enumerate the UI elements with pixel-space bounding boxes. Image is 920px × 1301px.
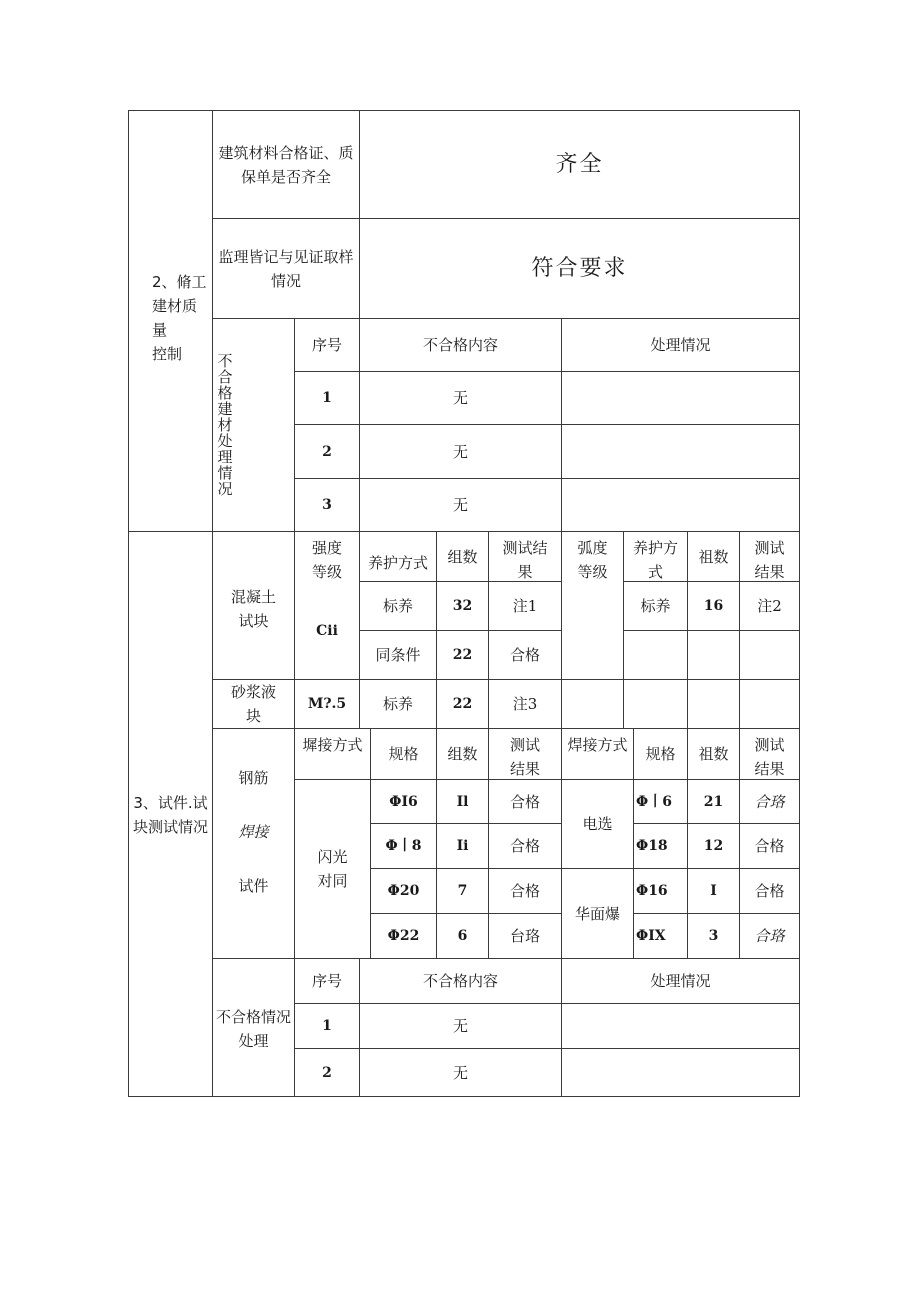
rebar-method-right-2: 华面爆 xyxy=(574,904,620,923)
concrete-header: 测试结 果 xyxy=(502,539,548,581)
rebar-count-right: 12 xyxy=(703,838,724,854)
table-row-seq: 1 xyxy=(322,390,332,406)
rebar-count-right: I xyxy=(710,883,717,899)
rebar-count: 6 xyxy=(457,928,468,944)
rebar-result: 合格 xyxy=(509,882,540,900)
unqualified-materials-label xyxy=(213,319,237,531)
concrete-header: 组数 xyxy=(447,547,478,566)
tests-header-handling: 处理情况 xyxy=(650,972,711,990)
section-3-label: 3、试件.试 块测试情况 xyxy=(132,794,208,836)
mortar-grade: M?.5 xyxy=(307,696,347,712)
rebar-result-right: 合格 xyxy=(754,882,785,900)
concrete-count: 22 xyxy=(452,647,473,663)
cert-label: 建筑材料合格证、质 保单是否齐全 xyxy=(218,143,354,186)
concrete-cure-2 xyxy=(624,631,687,679)
mortar-result: 注3 xyxy=(512,695,538,713)
rebar-header: 墀接方式 xyxy=(302,736,363,754)
tests-row-handling xyxy=(562,1049,799,1096)
rebar-spec-right: Φ丨6 xyxy=(636,793,672,810)
witness-value: 符合要求 xyxy=(531,255,628,281)
concrete-result: 注1 xyxy=(512,597,538,615)
rebar-spec-right: Φ16 xyxy=(636,883,668,899)
table-row-handling xyxy=(562,372,799,424)
concrete-result-2: 注2 xyxy=(757,597,782,615)
mortar-label: 砂浆液 块 xyxy=(230,683,276,725)
concrete-cure-2: 标养 xyxy=(640,597,671,615)
rebar-label-2: 焊接 xyxy=(238,823,269,841)
rebar-count-right: 21 xyxy=(703,793,724,810)
rebar-spec: Φ20 xyxy=(387,883,420,899)
rebar-method-left: 闪光 对同 xyxy=(317,848,348,890)
border-right xyxy=(799,110,800,1097)
concrete-header: 强度 等级 xyxy=(311,539,342,581)
witness-label: 监理皆记与见证取样 情况 xyxy=(218,247,354,290)
rebar-label-3: 试件 xyxy=(238,877,269,895)
tests-row-seq: 1 xyxy=(322,1018,332,1034)
concrete-count: 32 xyxy=(452,598,473,614)
table-row-content: 无 xyxy=(452,496,468,514)
table-row-seq: 3 xyxy=(322,497,332,513)
rebar-result-right: 合珞 xyxy=(754,927,785,945)
rebar-count: Il xyxy=(456,793,469,810)
concrete-header: 祖数 xyxy=(698,547,729,566)
concrete-header: 测试 结果 xyxy=(754,539,785,581)
concrete-header: 养护方 式 xyxy=(632,539,678,581)
tests-header-content: 不合格内容 xyxy=(422,972,498,990)
unqualified-materials-label-text: 不合格建材处理情况 xyxy=(217,352,233,498)
tests-row-content: 无 xyxy=(452,1017,468,1035)
tests-row-seq: 2 xyxy=(322,1064,332,1081)
table-row-handling xyxy=(562,479,799,531)
rebar-header: 焊接方式 xyxy=(567,736,628,754)
rebar-header: 规格 xyxy=(645,745,676,763)
table-row-seq: 2 xyxy=(322,443,332,460)
concrete-count-2 xyxy=(688,631,739,679)
rebar-result-right: 合珞 xyxy=(754,792,785,811)
tests-header-seq: 序号 xyxy=(311,972,342,990)
rebar-count: 7 xyxy=(457,883,468,899)
rebar-count-right: 3 xyxy=(708,928,719,944)
concrete-header: 弧度 等级 xyxy=(577,539,608,581)
tests-row-content: 无 xyxy=(452,1063,468,1082)
tests-row-handling xyxy=(562,1004,799,1048)
rebar-spec-right: Φ18 xyxy=(636,838,668,854)
rebar-result: 合格 xyxy=(509,837,540,855)
header-seq: 序号 xyxy=(311,336,342,354)
table-row-handling xyxy=(562,425,799,478)
rebar-header: 组数 xyxy=(447,745,478,763)
rebar-header: 测试 结果 xyxy=(509,736,540,778)
mortar-count: 22 xyxy=(452,696,473,712)
rebar-header: 祖数 xyxy=(698,745,729,763)
rebar-header: 规格 xyxy=(388,745,419,763)
mortar-cure: 标养 xyxy=(382,695,413,713)
concrete-label: 混凝土 试块 xyxy=(230,587,276,630)
rebar-spec-right: ΦIX xyxy=(636,928,666,944)
concrete-cure: 同条件 xyxy=(375,646,421,664)
concrete-header: 养护方式 xyxy=(367,554,428,572)
rebar-result-right: 合格 xyxy=(754,837,785,855)
section-2-label: 2、脩工 建材质 量 控制 xyxy=(152,273,207,363)
concrete-grade: Cii xyxy=(316,622,338,639)
cert-value: 齐全 xyxy=(555,151,604,177)
table-row-content: 无 xyxy=(452,442,468,461)
rebar-method-right-1: 电选 xyxy=(582,815,613,833)
rebar-spec: ΦI6 xyxy=(389,793,418,810)
concrete-result: 合格 xyxy=(509,646,540,664)
rebar-result: 合格 xyxy=(509,792,540,811)
rebar-spec: Φ22 xyxy=(387,928,420,944)
concrete-count-2: 16 xyxy=(703,598,724,614)
concrete-cure: 标养 xyxy=(382,597,413,615)
table-row-content: 无 xyxy=(452,389,468,407)
rebar-result: 台珞 xyxy=(509,927,540,945)
rebar-label-1: 钢筋 xyxy=(238,769,269,787)
border-left xyxy=(128,110,129,1097)
header-handling: 处理情况 xyxy=(650,336,711,354)
rebar-spec: Φ丨8 xyxy=(385,838,422,854)
header-content: 不合格内容 xyxy=(422,336,498,354)
rebar-header: 测试 结果 xyxy=(754,736,785,778)
concrete-result-2 xyxy=(740,631,799,679)
border-bottom xyxy=(128,1096,800,1097)
rebar-count: Ii xyxy=(456,838,469,854)
unqualified-tests-label: 不合格情况 处理 xyxy=(215,1008,291,1050)
